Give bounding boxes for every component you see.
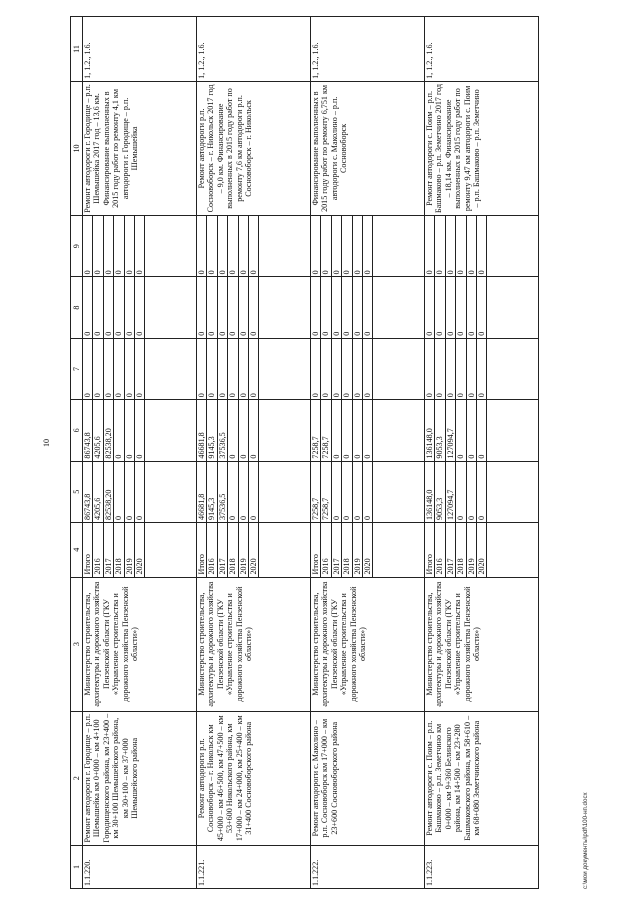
- value-cell: 0: [467, 400, 477, 460]
- value-column: [425, 216, 539, 277]
- year-cell: 2018: [456, 523, 466, 577]
- measure-name: Ремонт автодороги с. Маколино – р.п. Сосновоборск км 17+000 – км 23+600 Сосновоборского района: [311, 711, 425, 845]
- value-column: [197, 461, 311, 522]
- value-cell: 0: [93, 277, 103, 337]
- value-cell: 0: [207, 216, 217, 276]
- value-cell: 0: [435, 277, 445, 337]
- value-cell: 0: [125, 277, 135, 337]
- value-cell: 86743,8: [83, 400, 93, 460]
- col-header: 9: [71, 216, 83, 277]
- value-cell: 0: [332, 216, 342, 276]
- value-cell: 0: [467, 462, 477, 522]
- value-cell: 0: [467, 277, 477, 337]
- year-column: [197, 522, 311, 577]
- value-cell: 0: [114, 339, 124, 399]
- value-cell: 0: [456, 462, 466, 522]
- year-cell: 2017: [104, 523, 114, 577]
- executor: Министерство строительства, архитектуры и дорожного хозяйства Пензенской области (ГКУ «Управление строительства и дорожного хозяйства Пензенской области»): [197, 577, 311, 711]
- year-cell: 2017: [218, 523, 228, 577]
- year-cell: 2020: [363, 523, 373, 577]
- value-cell: 0: [332, 462, 342, 522]
- year-cell: 2020: [249, 523, 259, 577]
- value-cell: 0: [435, 216, 445, 276]
- page-number: 10: [42, 439, 51, 447]
- value-cell: 0: [353, 400, 363, 460]
- value-cell: 9053,3: [435, 400, 445, 460]
- value-cell: 0: [228, 462, 238, 522]
- value-cell: 0: [332, 277, 342, 337]
- value-cell: 0: [342, 339, 352, 399]
- value-cell: 0: [467, 216, 477, 276]
- year-cell: 2016: [321, 523, 331, 577]
- value-cell: 0: [342, 400, 352, 460]
- year-cell: 2016: [207, 523, 217, 577]
- table-row: [197, 17, 311, 889]
- value-cell: 0: [467, 339, 477, 399]
- value-cell: 0: [363, 216, 373, 276]
- result-description: Ремонт автодороги г. Городище – р.п. Шемышейка 2017 год – 13,6 км. Финансирование выполненных в 2015 году работ по ремонту 4,1 км автодороги г. Городище – р.п. Шемышейка: [83, 81, 197, 215]
- value-cell: 82538,20: [104, 400, 114, 460]
- measure-name: Ремонт автодороги г. Городище – р.п. Шемышейка км 0+000 – км 4+100 Городищенского района, км 23+400 – км 30+100 Шемышейского района, км 30+100 – км 37+000 Шемышейского района: [83, 711, 197, 845]
- value-cell: 0: [218, 216, 228, 276]
- value-cell: 0: [135, 400, 145, 460]
- value-cell: 0: [93, 339, 103, 399]
- value-cell: 0: [228, 339, 238, 399]
- year-cell: Итого: [425, 523, 435, 577]
- value-cell: 7258,7: [311, 462, 321, 522]
- year-cell: 2017: [332, 523, 342, 577]
- value-cell: 0: [477, 339, 487, 399]
- value-cell: 0: [197, 277, 207, 337]
- col-header: 10: [71, 81, 83, 215]
- value-cell: 0: [135, 339, 145, 399]
- value-cell: 7258,7: [321, 462, 331, 522]
- year-cell: Итого: [311, 523, 321, 577]
- value-cell: 0: [114, 216, 124, 276]
- value-cell: 37536,5: [218, 400, 228, 460]
- result-description: Ремонт автодороги р.п. Сосновоборск – г. Никольск 2017 год – 9,0 км. Финансирование выполненных в 2015 году работ по ремонту 7,6 км автодороги р.п. Сосновоборск – г. Никольск: [197, 81, 311, 215]
- value-cell: 9053,3: [435, 462, 445, 522]
- value-cell: 0: [93, 216, 103, 276]
- year-cell: 2018: [342, 523, 352, 577]
- value-column: [197, 338, 311, 399]
- value-column: [425, 277, 539, 338]
- value-cell: 0: [228, 216, 238, 276]
- value-cell: 0: [321, 277, 331, 337]
- value-cell: 136148,0: [425, 462, 435, 522]
- value-cell: 0: [239, 462, 249, 522]
- value-cell: 82538,20: [104, 462, 114, 522]
- indicator-refs: 1, 1.2., 1.6.: [197, 17, 311, 82]
- value-column: [83, 400, 197, 461]
- program-table: [70, 16, 539, 889]
- year-cell: 2020: [477, 523, 487, 577]
- value-cell: 0: [114, 400, 124, 460]
- value-column: [311, 338, 425, 399]
- indicator-refs: 1, 1.2., 1.6.: [83, 17, 197, 82]
- value-cell: 0: [311, 216, 321, 276]
- value-cell: 9145,3: [207, 462, 217, 522]
- value-cell: 0: [218, 277, 228, 337]
- value-cell: 0: [104, 277, 114, 337]
- table-row: [83, 17, 197, 889]
- value-cell: 127094,7: [446, 400, 456, 460]
- value-cell: 0: [353, 277, 363, 337]
- value-column: [311, 216, 425, 277]
- result-description: Ремонт автодороги с. Поим – р.п. Башмаково – р.п. Земетчино 2017 год – 18,14 км. Финансирование выполненных в 2015 году работ по ремонту 9,47 км автодороги с. Поим – р.п. Башмаково – р.п. Земетчино: [425, 81, 539, 215]
- value-column: [311, 400, 425, 461]
- value-cell: 0: [456, 400, 466, 460]
- value-cell: 0: [135, 277, 145, 337]
- col-header: 8: [71, 277, 83, 338]
- year-cell: 2019: [125, 523, 135, 577]
- indicator-refs: 1, 1.2., 1.6.: [425, 17, 539, 82]
- value-cell: 0: [249, 339, 259, 399]
- value-cell: 0: [425, 216, 435, 276]
- value-cell: 0: [239, 277, 249, 337]
- year-cell: 2016: [93, 523, 103, 577]
- result-description: Финансирование выполненных в 2015 году работ по ремонту 6,751 км автодороги с. Маколино – р.п. Сосновоборск: [311, 81, 425, 215]
- col-header: 11: [71, 17, 83, 82]
- value-cell: 0: [83, 277, 93, 337]
- year-cell: Итого: [197, 523, 207, 577]
- value-cell: 0: [446, 277, 456, 337]
- value-cell: 0: [446, 339, 456, 399]
- value-cell: 9145,3: [207, 400, 217, 460]
- value-cell: 0: [197, 339, 207, 399]
- value-column: [83, 216, 197, 277]
- col-header: 3: [71, 577, 83, 711]
- value-cell: 0: [363, 400, 373, 460]
- col-header: 5: [71, 461, 83, 522]
- value-cell: 4205,6: [93, 400, 103, 460]
- indicator-refs: 1, 1.2., 1.6.: [311, 17, 425, 82]
- value-cell: 0: [104, 339, 114, 399]
- value-cell: 0: [363, 339, 373, 399]
- value-cell: 0: [477, 216, 487, 276]
- value-cell: 0: [342, 462, 352, 522]
- value-cell: 0: [456, 216, 466, 276]
- value-column: [425, 400, 539, 461]
- value-cell: 0: [83, 216, 93, 276]
- footer-file-path: c:\мои документы\pdf\100-нп.docx: [582, 792, 589, 889]
- value-cell: 0: [104, 216, 114, 276]
- value-cell: 0: [239, 339, 249, 399]
- value-column: [83, 277, 197, 338]
- col-header: 6: [71, 400, 83, 461]
- value-cell: 0: [228, 400, 238, 460]
- value-cell: 0: [342, 216, 352, 276]
- value-cell: 46681,8: [197, 400, 207, 460]
- value-cell: 0: [321, 339, 331, 399]
- year-column: [425, 522, 539, 577]
- col-header: 4: [71, 522, 83, 577]
- value-cell: 46681,8: [197, 462, 207, 522]
- measure-name: Ремонт автодороги р.п. Сосновоборск – г. Никольск км 45+000 – км 46+500, км 47+500 – км 53+600 Никольского района, км 17+000 – км 24+000, км 25+400 – км 31+400 Сосновоборского района: [197, 711, 311, 845]
- value-cell: 4205,6: [93, 462, 103, 522]
- value-cell: 136148,0: [425, 400, 435, 460]
- value-column: [197, 216, 311, 277]
- value-cell: 86743,8: [83, 462, 93, 522]
- row-number: 1.1.223.: [425, 845, 539, 888]
- value-cell: 0: [456, 339, 466, 399]
- table-row: [311, 17, 425, 889]
- value-cell: 0: [218, 339, 228, 399]
- value-cell: 0: [321, 216, 331, 276]
- value-cell: 7258,7: [321, 400, 331, 460]
- value-column: [425, 461, 539, 522]
- value-cell: 7258,7: [311, 400, 321, 460]
- value-cell: 0: [353, 339, 363, 399]
- value-column: [425, 338, 539, 399]
- value-cell: 0: [83, 339, 93, 399]
- value-cell: 0: [125, 339, 135, 399]
- value-cell: 0: [249, 462, 259, 522]
- rotated-table-wrapper: [70, 16, 539, 889]
- value-cell: 0: [363, 462, 373, 522]
- value-cell: 0: [249, 216, 259, 276]
- value-cell: 0: [477, 462, 487, 522]
- column-number-row: [71, 17, 83, 889]
- measure-name: Ремонт автодороги с. Поим – р.п. Башмаково – р.п. Земетчино км 0+000 – км 9+360 Белинского района, км 14+500 – км 23+280 Башмаковского района, км 58+610 – км 68+080 Земетчинского района: [425, 711, 539, 845]
- year-cell: 2018: [114, 523, 124, 577]
- year-cell: 2020: [135, 523, 145, 577]
- value-column: [311, 277, 425, 338]
- value-column: [83, 338, 197, 399]
- value-cell: 0: [332, 339, 342, 399]
- value-cell: 0: [456, 277, 466, 337]
- executor: Министерство строительства, архитектуры и дорожного хозяйства Пензенской области (ГКУ «Управление строительства и дорожного хозяйства Пензенской области»): [425, 577, 539, 711]
- value-cell: 0: [125, 462, 135, 522]
- year-cell: 2018: [228, 523, 238, 577]
- value-cell: 0: [477, 277, 487, 337]
- value-cell: 0: [425, 339, 435, 399]
- col-header: 1: [71, 845, 83, 888]
- year-cell: 2019: [467, 523, 477, 577]
- value-cell: 0: [311, 339, 321, 399]
- year-cell: 2019: [239, 523, 249, 577]
- value-cell: 0: [197, 216, 207, 276]
- year-cell: 2016: [435, 523, 445, 577]
- value-cell: 0: [239, 400, 249, 460]
- row-number: 1.1.221.: [197, 845, 311, 888]
- executor: Министерство строительства, архитектуры и дорожного хозяйства Пензенской области (ГКУ «Управление строительства и дорожного хозяйства Пензенской области»): [83, 577, 197, 711]
- value-column: [197, 400, 311, 461]
- value-column: [311, 461, 425, 522]
- value-cell: 0: [135, 462, 145, 522]
- row-number: 1.1.220.: [83, 845, 197, 888]
- value-cell: 0: [477, 400, 487, 460]
- year-column: [83, 522, 197, 577]
- value-cell: 0: [435, 339, 445, 399]
- value-cell: 0: [249, 277, 259, 337]
- year-column: [311, 522, 425, 577]
- value-cell: 37536,5: [218, 462, 228, 522]
- value-cell: 0: [249, 400, 259, 460]
- value-cell: 0: [125, 216, 135, 276]
- table-body: [83, 17, 539, 889]
- executor: Министерство строительства, архитектуры и дорожного хозяйства Пензенской области (ГКУ «Управление строительства и дорожного хозяйства Пензенской области»): [311, 577, 425, 711]
- value-cell: 0: [135, 216, 145, 276]
- value-column: [197, 277, 311, 338]
- value-cell: 0: [363, 277, 373, 337]
- table-row: [425, 17, 539, 889]
- value-cell: 0: [353, 216, 363, 276]
- value-cell: 0: [207, 277, 217, 337]
- value-cell: 0: [342, 277, 352, 337]
- row-number: 1.1.222.: [311, 845, 425, 888]
- value-cell: 0: [311, 277, 321, 337]
- value-cell: 0: [446, 216, 456, 276]
- value-cell: 0: [228, 277, 238, 337]
- value-cell: 0: [239, 216, 249, 276]
- col-header: 2: [71, 711, 83, 845]
- year-cell: 2019: [353, 523, 363, 577]
- value-cell: 0: [114, 277, 124, 337]
- year-cell: 2017: [446, 523, 456, 577]
- value-cell: 0: [332, 400, 342, 460]
- col-header: 7: [71, 338, 83, 399]
- value-cell: 0: [114, 462, 124, 522]
- year-cell: Итого: [83, 523, 93, 577]
- value-cell: 0: [425, 277, 435, 337]
- value-cell: 127094,7: [446, 462, 456, 522]
- value-cell: 0: [125, 400, 135, 460]
- value-cell: 0: [207, 339, 217, 399]
- value-column: [83, 461, 197, 522]
- value-cell: 0: [353, 462, 363, 522]
